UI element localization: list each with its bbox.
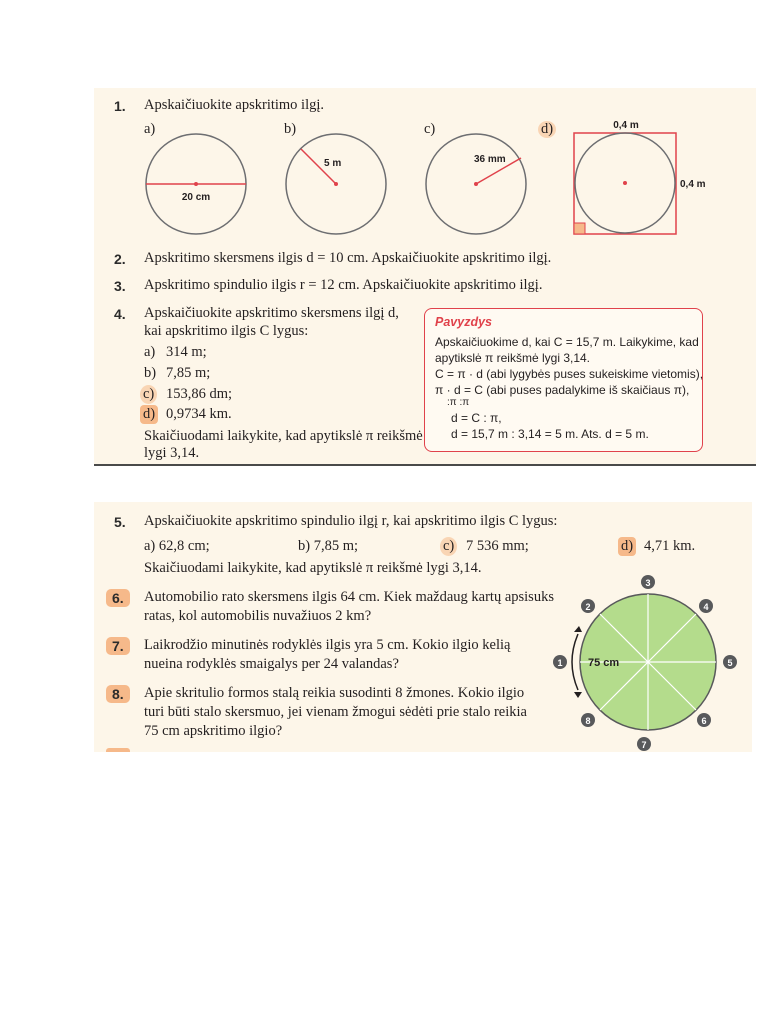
circle-c-diagram <box>424 132 532 240</box>
q4-b-value: 7,85 m; <box>166 365 211 381</box>
q1-label-b: b) <box>284 121 297 137</box>
q7-number: 7. <box>106 637 130 655</box>
example-line7: d = 15,7 m : 3,14 = 5 m. Ats. d = 5 m. <box>451 427 649 441</box>
circle-d-diagram <box>570 116 720 240</box>
arc-label: 75 cm <box>588 657 620 669</box>
q5-text: Apskaičiuokite apskritimo spindulio ilgį r, kai apskritimo ilgis C lygus: <box>144 513 558 529</box>
q5-b: b) 7,85 m; <box>298 538 359 554</box>
q1-number: 1. <box>114 98 126 114</box>
q3-number: 3. <box>114 278 126 294</box>
seat-1-label: 1 <box>557 658 563 668</box>
q6-line2: ratas, kol automobilis nuvažiuos 2 km? <box>144 608 372 624</box>
q1-label-c: c) <box>424 121 436 137</box>
circle-d-center <box>623 181 627 185</box>
seat-7-marker <box>637 737 651 751</box>
q4-a-label: a) <box>144 344 156 360</box>
q5-d-label: d) <box>618 537 636 556</box>
q1-label-a: a) <box>144 121 156 137</box>
q7-line1: Laikrodžio minutinės rodyklės ilgis yra 5 cm. Kokio ilgio kelią <box>144 637 511 653</box>
example-box <box>424 308 703 452</box>
q5-number: 5. <box>114 514 126 530</box>
exercise-panel-2 <box>94 502 752 752</box>
q5-note: Skaičiuodami laikykite, kad apytikslė π reikšmė lygi 3,14. <box>144 560 482 576</box>
circle-d-top-label: 0,4 m <box>613 120 639 131</box>
circle-a-label: 20 cm <box>181 192 211 203</box>
example-line3: C = π · d (abi lygybės puses sukeiskime vietomis), <box>435 367 704 381</box>
q1-text: Apskaičiuokite apskritimo ilgį. <box>144 97 325 113</box>
seat-8-marker <box>581 713 595 727</box>
q2-number: 2. <box>114 251 126 267</box>
q5-c-label: c) <box>440 537 457 556</box>
q4-a-value: 314 m; <box>166 344 207 360</box>
q4-d-value: 0,9734 km. <box>166 406 232 422</box>
q8-line3: 75 cm apskritimo ilgio? <box>144 723 283 739</box>
q5-a: a) 62,8 cm; <box>144 538 210 554</box>
circle-b-center <box>334 182 338 186</box>
q4-note-line1: Skaičiuodami laikykite, kad apytikslė π reikšmė <box>144 428 423 444</box>
circle-b-label: 5 m <box>324 158 342 169</box>
q4-line2: kai apskritimo ilgis C lygus: <box>144 323 309 339</box>
seat-2-marker <box>581 599 595 613</box>
seat-2-label: 2 <box>585 602 591 612</box>
q4-line1: Apskaičiuokite apskritimo skersmens ilgį d, <box>144 305 399 321</box>
circle-b-diagram <box>284 132 392 240</box>
q7-line2: nueina rodyklės smaigalys per 24 valandas? <box>144 656 399 672</box>
round-table-diagram <box>548 574 748 752</box>
seat-3-label: 3 <box>645 578 651 588</box>
seat-4-label: 4 <box>703 602 709 612</box>
seat-6-label: 6 <box>701 716 707 726</box>
q5-d-value: 4,71 km. <box>644 538 696 554</box>
circle-d-side-label: 0,4 m <box>680 179 706 190</box>
q6-number: 6. <box>106 589 130 607</box>
q1-label-d: d) <box>538 121 556 138</box>
seat-5-label: 5 <box>727 658 733 668</box>
q8-line2: turi būti stalo skersmuo, jei vienam žmogui sėdėti prie stalo reikia <box>144 704 527 720</box>
q6-line1: Automobilio rato skersmens ilgis 64 cm. Kiek maždaug kartų apsisuks <box>144 589 554 605</box>
q4-number: 4. <box>114 306 126 322</box>
example-line4: π · d = C (abi puses padalykime iš skaičiaus π), <box>435 383 690 397</box>
seat-6-marker <box>697 713 711 727</box>
q4-b-label: b) <box>144 365 157 381</box>
circle-c-center <box>474 182 478 186</box>
example-line1: Apskaičiuokime d, kai C = 15,7 m. Laikykime, kad <box>435 335 699 349</box>
q8-line1: Apie skritulio formos stalą reikia susodinti 8 žmones. Kokio ilgio <box>144 685 525 701</box>
exercise-panel-1 <box>94 88 756 466</box>
q4-c-label: c) <box>140 385 157 404</box>
seat-1-marker <box>553 655 567 669</box>
q4-c-value: 153,86 dm; <box>166 386 233 402</box>
circle-a-center <box>194 182 198 186</box>
q3-text: Apskritimo spindulio ilgis r = 12 cm. Apskaičiuokite apskritimo ilgį. <box>144 277 543 293</box>
q4-note-line2: lygi 3,14. <box>144 445 200 461</box>
circle-c-label: 36 mm <box>474 154 506 165</box>
seat-5-marker <box>723 655 737 669</box>
seat-8-label: 8 <box>585 716 591 726</box>
arc-arrow-head-top <box>574 626 582 632</box>
arc-arrow-head-bottom <box>574 692 582 698</box>
seat-3-marker <box>641 575 655 589</box>
example-title: Pavyzdys <box>435 315 492 329</box>
q8-number: 8. <box>106 685 130 703</box>
arc-arrow <box>572 634 578 690</box>
seat-4-marker <box>699 599 713 613</box>
q2-text: Apskritimo skersmens ilgis d = 10 cm. Apskaičiuokite apskritimo ilgį. <box>144 250 552 266</box>
seat-7-label: 7 <box>641 740 647 750</box>
example-line2: apytikslė π reikšmė lygi 3,14. <box>435 351 591 365</box>
q5-c-value: 7 536 mm; <box>466 538 529 554</box>
example-line5: :π :π <box>447 397 470 408</box>
next-question-marker <box>106 748 130 752</box>
example-line6: d = C : π, <box>451 411 502 425</box>
circle-a-diagram <box>142 132 250 240</box>
right-angle-mark <box>574 223 585 234</box>
q4-d-label: d) <box>140 405 158 424</box>
